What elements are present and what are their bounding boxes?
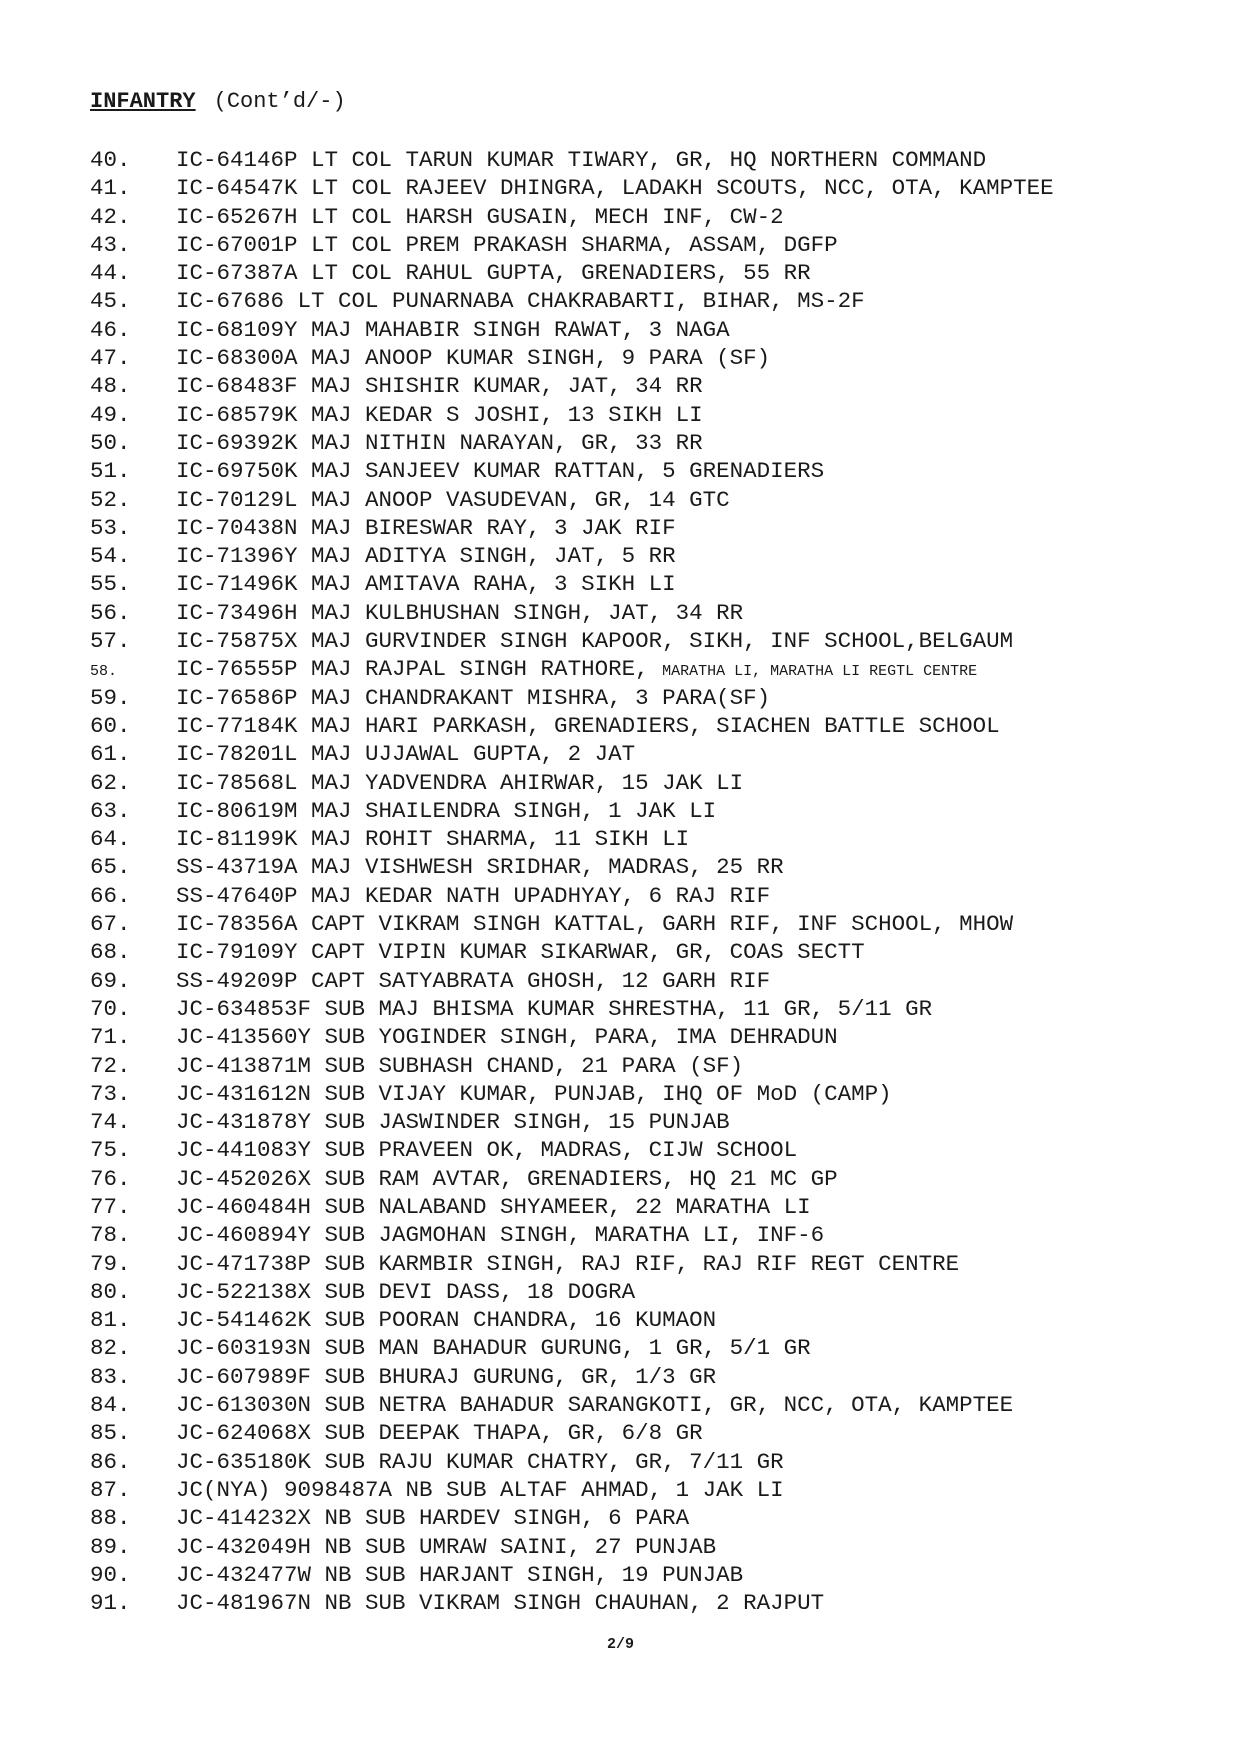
list-item xyxy=(90,684,1054,712)
entry-number: 48. xyxy=(90,373,131,400)
entry-text xyxy=(176,1023,838,1051)
entry-text xyxy=(176,882,770,910)
entry-main-text: JC-471738P SUB KARMBIR SINGH, RAJ RIF, RAJ RIF REGT CENTRE xyxy=(176,1250,960,1277)
entry-number: 43. xyxy=(90,231,131,258)
entry-text xyxy=(176,938,865,966)
entry-text xyxy=(176,457,824,485)
entry-text xyxy=(176,1108,730,1136)
list-item xyxy=(90,1533,1054,1561)
entry-number: 85. xyxy=(90,1420,131,1447)
entry-text xyxy=(176,1250,959,1278)
entry-number: 90. xyxy=(90,1561,131,1588)
entry-text xyxy=(176,1589,824,1617)
list-item xyxy=(90,853,1054,881)
list-item xyxy=(90,627,1054,655)
entry-main-text: JC-613030N SUB NETRA BAHADUR SARANGKOTI, GR, NCC, OTA, KAMPTEE xyxy=(176,1392,1014,1419)
entry-text xyxy=(176,203,784,231)
entry-main-text: JC-522138X SUB DEVI DASS, 18 DOGRA xyxy=(176,1278,636,1305)
entry-number: 57. xyxy=(90,628,131,655)
list-item xyxy=(90,740,1054,768)
list-item xyxy=(90,995,1054,1023)
entry-text xyxy=(176,287,865,315)
page-number: 2/9 xyxy=(606,1636,634,1653)
entry-text xyxy=(176,259,811,287)
list-item xyxy=(90,1136,1054,1164)
entry-text xyxy=(176,344,770,372)
list-item xyxy=(90,797,1054,825)
list-item xyxy=(90,1391,1054,1419)
entry-number: 66. xyxy=(90,882,131,909)
entry-number: 81. xyxy=(90,1307,131,1334)
entry-number: 54. xyxy=(90,543,131,570)
entry-main-text: JC-432477W NB SUB HARJANT SINGH, 19 PUNJAB xyxy=(176,1561,744,1588)
entry-number: 51. xyxy=(90,458,131,485)
entry-main-text: IC-64547K LT COL RAJEEV DHINGRA, LADAKH SCOUTS, NCC, OTA, KAMPTEE xyxy=(176,175,1054,202)
entry-main-text: JC-634853F SUB MAJ BHISMA KUMAR SHRESTHA, 11 GR, 5/11 GR xyxy=(176,995,933,1022)
entry-main-text: JC(NYA) 9098487A NB SUB ALTAF AHMAD, 1 JAK LI xyxy=(176,1476,784,1503)
entry-number: 78. xyxy=(90,1222,131,1249)
list-item xyxy=(90,1334,1054,1362)
list-item xyxy=(90,938,1054,966)
entry-number: 68. xyxy=(90,939,131,966)
entry-number: 62. xyxy=(90,769,131,796)
entry-number: 84. xyxy=(90,1392,131,1419)
entry-text xyxy=(176,1448,784,1476)
entry-main-text: JC-413871M SUB SUBHASH CHAND, 21 PARA (SF) xyxy=(176,1052,744,1079)
list-item xyxy=(90,1589,1054,1617)
entry-main-text: IC-71496K MAJ AMITAVA RAHA, 3 SIKH LI xyxy=(176,571,676,598)
entry-main-text: IC-64146P LT COL TARUN KUMAR TIWARY, GR, HQ NORTHERN COMMAND xyxy=(176,147,987,173)
entry-main-text: IC-65267H LT COL HARSH GUSAIN, MECH INF, CW-2 xyxy=(176,203,784,230)
list-item xyxy=(90,1165,1054,1193)
entry-number: 50. xyxy=(90,429,131,456)
entry-main-text: IC-71396Y MAJ ADITYA SINGH, JAT, 5 RR xyxy=(176,543,676,570)
entry-number: 44. xyxy=(90,260,131,287)
list-item xyxy=(90,882,1054,910)
list-item xyxy=(90,570,1054,598)
entry-number: 46. xyxy=(90,316,131,343)
entry-unit-text: MARATHA LI, MARATHA LI REGTL CENTRE xyxy=(662,663,978,681)
entry-number: 89. xyxy=(90,1533,131,1560)
entry-main-text: IC-76555P MAJ RAJPAL SINGH RATHORE, xyxy=(176,656,649,683)
entry-number: 70. xyxy=(90,995,131,1022)
entry-main-text: IC-78568L MAJ YADVENDRA AHIRWAR, 15 JAK LI xyxy=(176,769,744,796)
list-item xyxy=(90,712,1054,740)
entry-text xyxy=(176,825,689,853)
entry-number: 91. xyxy=(90,1590,131,1617)
list-item xyxy=(90,1476,1054,1504)
list-item xyxy=(90,1448,1054,1476)
list-item xyxy=(90,514,1054,542)
list-item xyxy=(90,146,1054,174)
list-item xyxy=(90,203,1054,231)
entry-main-text: JC-541462K SUB POORAN CHANDRA, 16 KUMAON xyxy=(176,1307,717,1334)
entry-text xyxy=(176,1165,838,1193)
entry-text xyxy=(176,684,770,712)
entry-main-text: JC-607989F SUB BHURAJ GURUNG, GR, 1/3 GR xyxy=(176,1363,717,1390)
entry-number: 40. xyxy=(90,147,131,173)
entry-main-text: JC-431612N SUB VIJAY KUMAR, PUNJAB, IHQ OF MoD (CAMP) xyxy=(176,1080,892,1107)
list-item xyxy=(90,542,1054,570)
entry-main-text: IC-68483F MAJ SHISHIR KUMAR, JAT, 34 RR xyxy=(176,373,703,400)
entry-text xyxy=(176,514,676,542)
entry-main-text: JC-603193N SUB MAN BAHADUR GURUNG, 1 GR, 5/1 GR xyxy=(176,1335,811,1362)
entry-main-text: IC-68579K MAJ KEDAR S JOSHI, 13 SIKH LI xyxy=(176,401,703,428)
entry-text xyxy=(176,1193,811,1221)
entry-text xyxy=(176,1080,892,1108)
list-item xyxy=(90,1080,1054,1108)
list-item xyxy=(90,1306,1054,1334)
section-title: INFANTRY xyxy=(90,89,196,114)
list-item xyxy=(90,1250,1054,1278)
list-item xyxy=(90,457,1054,485)
list-item xyxy=(90,655,1054,683)
entry-main-text: JC-441083Y SUB PRAVEEN OK, MADRAS, CIJW SCHOOL xyxy=(176,1137,798,1164)
entry-number: 88. xyxy=(90,1505,131,1532)
entry-main-text: SS-43719A MAJ VISHWESH SRIDHAR, MADRAS, 25 RR xyxy=(176,854,784,881)
entry-text xyxy=(176,1391,1013,1419)
entry-text xyxy=(176,712,1000,740)
entry-main-text: JC-460894Y SUB JAGMOHAN SINGH, MARATHA LI, INF-6 xyxy=(176,1222,825,1249)
entry-number: 49. xyxy=(90,401,131,428)
entry-number: 83. xyxy=(90,1363,131,1390)
entry-number: 47. xyxy=(90,345,131,372)
entry-text xyxy=(176,486,730,514)
entry-number: 63. xyxy=(90,797,131,824)
entry-text xyxy=(176,372,703,400)
entry-number: 61. xyxy=(90,741,131,768)
entry-number: 45. xyxy=(90,288,131,315)
entry-main-text: IC-78356A CAPT VIKRAM SINGH KATTAL, GARH RIF, INF SCHOOL, MHOW xyxy=(176,911,1014,938)
entry-main-text: IC-68109Y MAJ MAHABIR SINGH RAWAT, 3 NAGA xyxy=(176,316,730,343)
list-item xyxy=(90,1108,1054,1136)
entry-main-text: IC-81199K MAJ ROHIT SHARMA, 11 SIKH LI xyxy=(176,826,690,853)
entry-text xyxy=(176,627,1013,655)
entry-main-text: JC-481967N NB SUB VIKRAM SINGH CHAUHAN, 2 RAJPUT xyxy=(176,1590,825,1617)
entry-main-text: IC-67387A LT COL RAHUL GUPTA, GRENADIERS, 55 RR xyxy=(176,260,811,287)
entry-number: 71. xyxy=(90,1024,131,1051)
entry-text xyxy=(176,570,676,598)
entry-main-text: JC-624068X SUB DEEPAK THAPA, GR, 6/8 GR xyxy=(176,1420,703,1447)
entry-main-text: JC-413560Y SUB YOGINDER SINGH, PARA, IMA DEHRADUN xyxy=(176,1024,838,1051)
list-item xyxy=(90,1504,1054,1532)
entry-text xyxy=(176,797,716,825)
entry-text xyxy=(176,231,838,259)
entry-text xyxy=(176,740,635,768)
entry-number: 65. xyxy=(90,854,131,881)
entry-number: 82. xyxy=(90,1335,131,1362)
list-item xyxy=(90,599,1054,627)
entry-main-text: IC-76586P MAJ CHANDRAKANT MISHRA, 3 PARA(SF) xyxy=(176,684,771,711)
entry-text xyxy=(176,1306,716,1334)
entry-number: 80. xyxy=(90,1278,131,1305)
entry-number: 87. xyxy=(90,1476,131,1503)
entry-number: 73. xyxy=(90,1080,131,1107)
entry-text xyxy=(176,1052,743,1080)
list-item xyxy=(90,486,1054,514)
entry-main-text: JC-431878Y SUB JASWINDER SINGH, 15 PUNJAB xyxy=(176,1109,730,1136)
entry-number: 56. xyxy=(90,599,131,626)
entry-main-text: IC-70129L MAJ ANOOP VASUDEVAN, GR, 14 GTC xyxy=(176,486,730,513)
list-item xyxy=(90,1221,1054,1249)
entry-text xyxy=(176,769,743,797)
section-heading xyxy=(90,88,346,116)
entry-number: 86. xyxy=(90,1448,131,1475)
list-item xyxy=(90,401,1054,429)
entry-number: 74. xyxy=(90,1109,131,1136)
entry-text xyxy=(176,146,986,174)
section-subtitle: (Cont’d/-) xyxy=(213,89,346,114)
entry-text xyxy=(176,1278,635,1306)
entry-main-text: IC-75875X MAJ GURVINDER SINGH KAPOOR, SIKH, INF SCHOOL,BELGAUM xyxy=(176,628,1014,655)
entry-main-text: IC-73496H MAJ KULBHUSHAN SINGH, JAT, 34 RR xyxy=(176,599,744,626)
list-item xyxy=(90,1023,1054,1051)
entry-main-text: SS-49209P CAPT SATYABRATA GHOSH, 12 GARH RIF xyxy=(176,967,771,994)
entry-text xyxy=(176,995,932,1023)
entry-text xyxy=(176,1363,716,1391)
entry-main-text: IC-70438N MAJ BIRESWAR RAY, 3 JAK RIF xyxy=(176,514,676,541)
entry-main-text: JC-452026X SUB RAM AVTAR, GRENADIERS, HQ 21 MC GP xyxy=(176,1165,838,1192)
entry-number: 75. xyxy=(90,1137,131,1164)
entry-number: 58. xyxy=(90,663,118,681)
entry-text xyxy=(176,429,703,457)
list-item xyxy=(90,1193,1054,1221)
entry-text xyxy=(176,910,1013,938)
entry-main-text: SS-47640P MAJ KEDAR NATH UPADHYAY, 6 RAJ RIF xyxy=(176,882,771,909)
entry-main-text: JC-414232X NB SUB HARDEV SINGH, 6 PARA xyxy=(176,1505,690,1532)
entry-main-text: IC-69750K MAJ SANJEEV KUMAR RATTAN, 5 GRENADIERS xyxy=(176,458,825,485)
entry-text xyxy=(176,1476,784,1504)
entry-text xyxy=(176,316,730,344)
entry-text xyxy=(176,655,977,686)
entry-main-text: IC-78201L MAJ UJJAWAL GUPTA, 2 JAT xyxy=(176,741,636,768)
entry-main-text: IC-68300A MAJ ANOOP KUMAR SINGH, 9 PARA (SF) xyxy=(176,345,771,372)
entry-main-text: JC-432049H NB SUB UMRAW SAINI, 27 PUNJAB xyxy=(176,1533,717,1560)
list-item xyxy=(90,1278,1054,1306)
list-item xyxy=(90,174,1054,202)
entry-number: 41. xyxy=(90,175,131,202)
entry-main-text: IC-77184K MAJ HARI PARKASH, GRENADIERS, SIACHEN BATTLE SCHOOL xyxy=(176,712,1000,739)
entry-text xyxy=(176,1221,824,1249)
award-list xyxy=(90,146,1054,1617)
entry-number: 55. xyxy=(90,571,131,598)
entry-main-text: IC-80619M MAJ SHAILENDRA SINGH, 1 JAK LI xyxy=(176,797,717,824)
entry-text xyxy=(176,542,676,570)
list-item xyxy=(90,259,1054,287)
entry-number: 60. xyxy=(90,712,131,739)
list-item xyxy=(90,231,1054,259)
entry-number: 64. xyxy=(90,826,131,853)
entry-text xyxy=(176,1136,797,1164)
entry-text xyxy=(176,599,743,627)
list-item xyxy=(90,825,1054,853)
entry-number: 59. xyxy=(90,684,131,711)
entry-text xyxy=(176,1533,716,1561)
entry-main-text: IC-79109Y CAPT VIPIN KUMAR SIKARWAR, GR, COAS SECTT xyxy=(176,939,865,966)
list-item xyxy=(90,910,1054,938)
entry-text xyxy=(176,1419,703,1447)
list-item xyxy=(90,344,1054,372)
entry-text xyxy=(176,1334,811,1362)
entry-number: 76. xyxy=(90,1165,131,1192)
list-item xyxy=(90,1419,1054,1447)
list-item xyxy=(90,967,1054,995)
entry-main-text: JC-460484H SUB NALABAND SHYAMEER, 22 MARATHA LI xyxy=(176,1193,811,1220)
list-item xyxy=(90,1561,1054,1589)
entry-text xyxy=(176,401,703,429)
entry-text xyxy=(176,174,1054,202)
entry-text xyxy=(176,967,770,995)
entry-main-text: IC-67686 LT COL PUNARNABA CHAKRABARTI, BIHAR, MS-2F xyxy=(176,288,865,315)
entry-number: 53. xyxy=(90,514,131,541)
entry-number: 69. xyxy=(90,967,131,994)
entry-text xyxy=(176,1504,689,1532)
entry-number: 79. xyxy=(90,1250,131,1277)
list-item xyxy=(90,287,1054,315)
list-item xyxy=(90,316,1054,344)
list-item xyxy=(90,1363,1054,1391)
list-item xyxy=(90,769,1054,797)
list-item xyxy=(90,372,1054,400)
entry-text xyxy=(176,853,784,881)
entry-number: 72. xyxy=(90,1052,131,1079)
entry-main-text: IC-67001P LT COL PREM PRAKASH SHARMA, ASSAM, DGFP xyxy=(176,231,838,258)
entry-number: 52. xyxy=(90,486,131,513)
entry-main-text: IC-69392K MAJ NITHIN NARAYAN, GR, 33 RR xyxy=(176,429,703,456)
entry-text xyxy=(176,1561,743,1589)
entry-number: 67. xyxy=(90,911,131,938)
entry-number: 42. xyxy=(90,203,131,230)
list-item xyxy=(90,1052,1054,1080)
list-item xyxy=(90,429,1054,457)
entry-main-text: JC-635180K SUB RAJU KUMAR CHATRY, GR, 7/11 GR xyxy=(176,1448,784,1475)
entry-number: 77. xyxy=(90,1193,131,1220)
